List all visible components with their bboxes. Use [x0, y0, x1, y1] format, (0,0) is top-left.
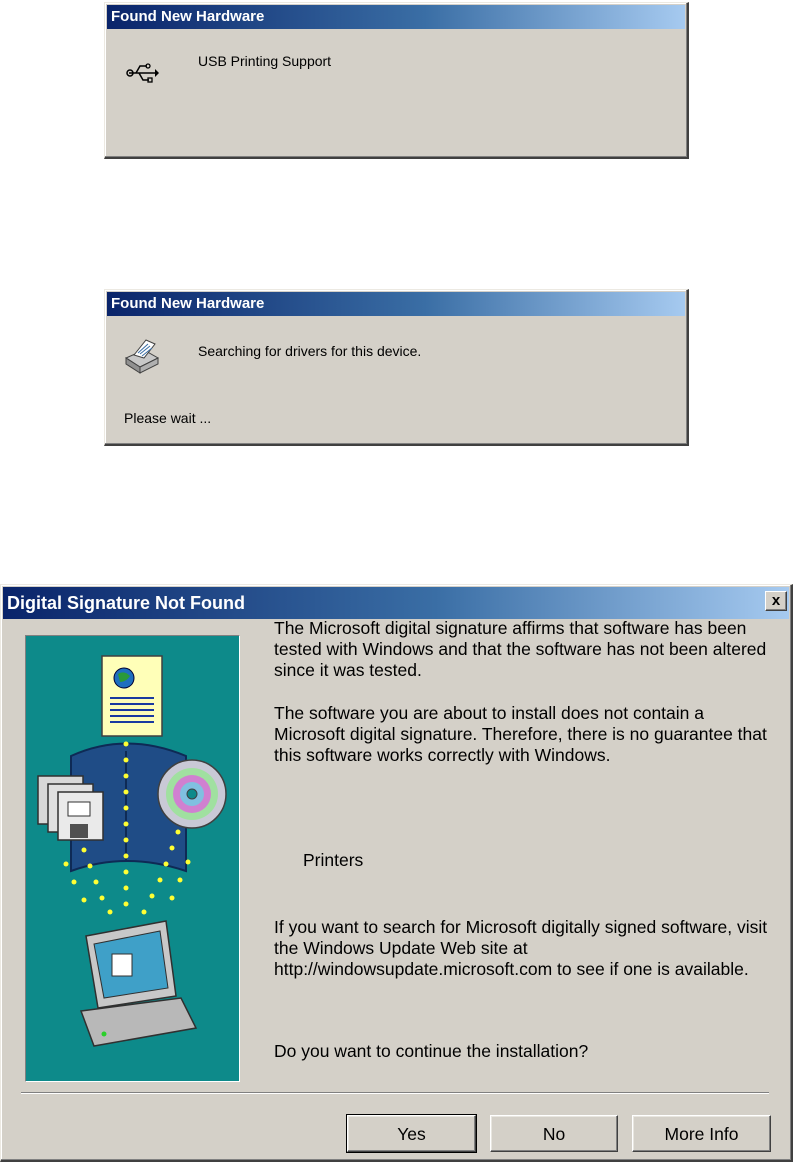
close-button[interactable]: x [765, 591, 787, 611]
cd-icon [158, 760, 226, 828]
dialog-title: Found New Hardware [107, 5, 685, 29]
found-new-hardware-usb-dialog [104, 2, 689, 159]
signature-explanation-text: The Microsoft digital signature affirms that software has been tested with Windows and that the software has not been altered since it was tested. [274, 618, 767, 680]
document-icon [102, 656, 162, 736]
usb-icon [125, 61, 159, 85]
continue-question: Do you want to continue the installation? [274, 1041, 589, 1061]
separator-line [21, 1092, 769, 1094]
dialog-title: Found New Hardware [107, 292, 685, 316]
install-illustration-graphic [26, 636, 239, 1081]
installation-illustration [25, 635, 240, 1082]
windows-update-text: If you want to search for Microsoft digitally signed software, visit the Windows Update Web site at http://windowsupdate.microsoft.com to see if one is available. [274, 917, 768, 979]
more-info-button[interactable]: More Info [632, 1115, 771, 1152]
product-name: Printers [303, 850, 364, 870]
dialog-title: Digital Signature Not Found [3, 587, 789, 619]
no-signature-warning-text: The software you are about to install does not contain a Microsoft digital signature. Therefore, there is no guarantee that this software works correctly with Windows. [274, 703, 767, 765]
floppy-disk-icon [38, 776, 103, 840]
search-status: Searching for drivers for this device. [198, 343, 422, 359]
found-new-hardware-search-dialog [104, 289, 689, 446]
yes-button[interactable]: Yes [347, 1115, 476, 1152]
computer-icon [81, 921, 196, 1046]
please-wait-text: Please wait ... [124, 410, 212, 426]
device-name: USB Printing Support [198, 53, 332, 69]
printer-icon [122, 336, 162, 376]
digital-signature-dialog [0, 584, 793, 1162]
no-button[interactable]: No [490, 1115, 618, 1152]
